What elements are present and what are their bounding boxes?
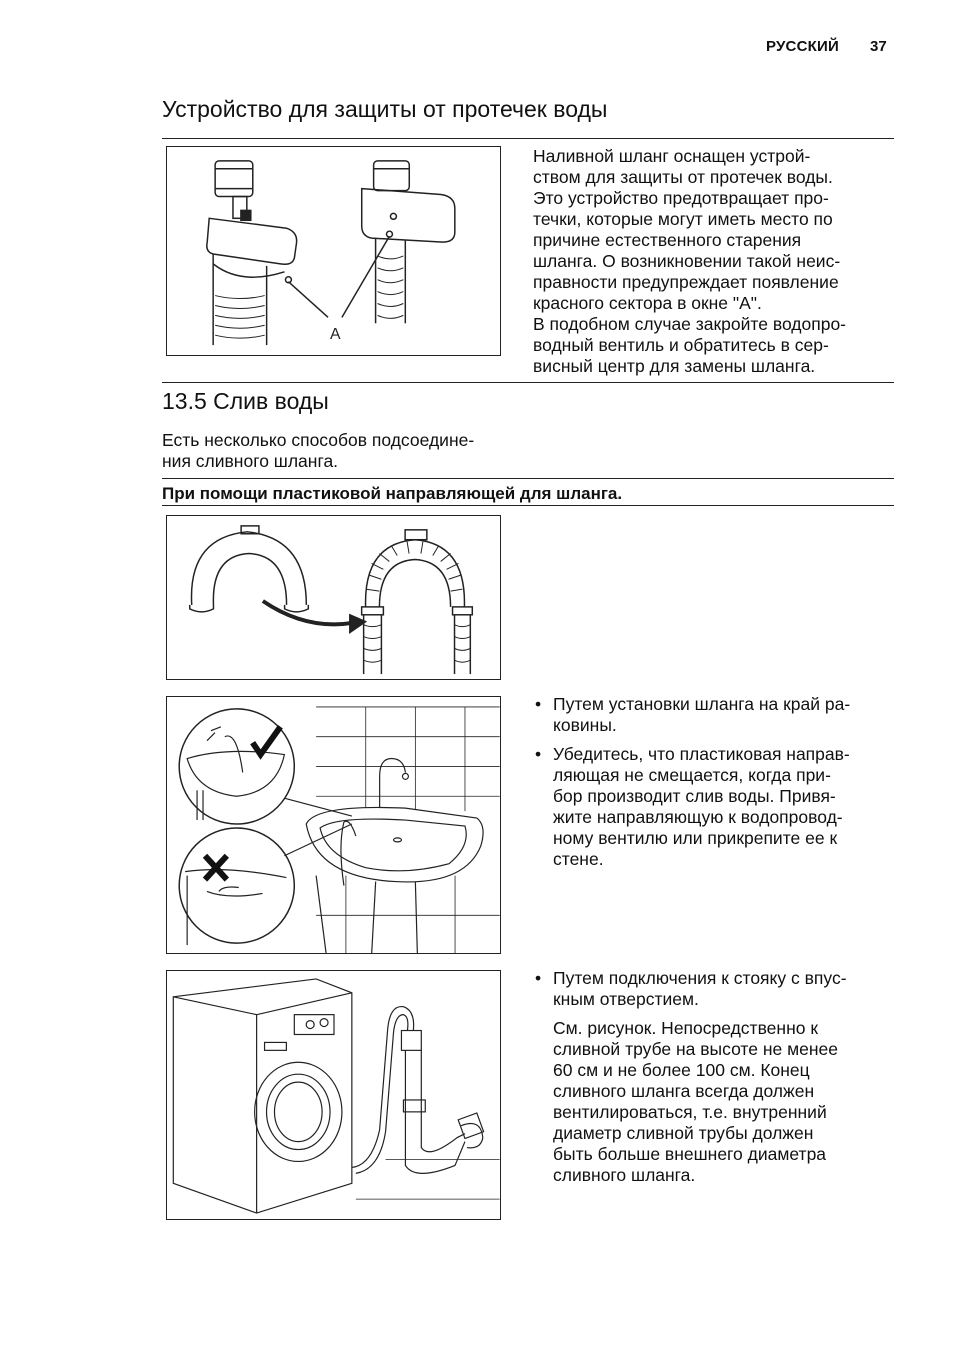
text-line: сливного шланга. (553, 1165, 696, 1185)
list-item (533, 694, 893, 736)
text-line: водный вентиль и обратитесь в сер- (533, 335, 829, 355)
list-item (533, 968, 893, 1010)
text-line: ковины. (553, 715, 617, 735)
text-line: Есть несколько способов подсоедине- (162, 430, 475, 450)
text-line: ния сливного шланга. (162, 451, 339, 471)
standpipe-illustration (167, 971, 500, 1219)
sink-instructions (533, 694, 893, 878)
standpipe-note (533, 1018, 893, 1186)
text-line: ством для защиты от протечек воды. (533, 167, 833, 187)
text-line: течки, которые могут иметь место по (533, 209, 833, 229)
drain-subheading: При помощи пластиковой направляющей для шланга. (162, 484, 623, 503)
figure-sink (166, 696, 501, 954)
protection-device-illustration (167, 147, 500, 355)
text-line: См. рисунок. Непосредственно к (553, 1018, 818, 1038)
text-line: Наливной шланг оснащен устрой- (533, 146, 811, 166)
text-line: сливного шланга всегда должен (553, 1081, 815, 1101)
text-line: • Путем подключения к стояку с впус- (553, 968, 847, 988)
section-title: Слив воды (213, 388, 329, 414)
text-line: красного сектора в окне "A". (533, 293, 762, 313)
text-line: быть больше внешнего диаметра (553, 1144, 827, 1164)
text-line: вентилироваться, т.е. внутренний (553, 1102, 827, 1122)
divider (162, 478, 894, 479)
page-number: 37 (870, 38, 887, 55)
text-line: жите направляющую к водопровод- (553, 807, 843, 827)
divider (162, 382, 894, 383)
text-line: диаметр сливной трубы должен (553, 1123, 814, 1143)
text-line: • Убедитесь, что пластиковая направ- (553, 744, 850, 764)
section-number: 13.5 (162, 388, 207, 414)
section-title-drain (162, 388, 329, 415)
divider (162, 138, 894, 139)
text-line: кным отверстием. (553, 989, 699, 1009)
text-line: причине естественного старения (533, 230, 802, 250)
text-line: ляющая не смещается, когда при- (553, 765, 831, 785)
header-language: РУССКИЙ (766, 38, 839, 55)
text-line: бор производит слив воды. Привя- (553, 786, 836, 806)
text-line: • Путем установки шланга на край ра- (553, 694, 851, 714)
figure-protection-device (166, 146, 501, 356)
text-line: Это устройство предотвращает про- (533, 188, 829, 208)
text-line: В подобном случае закройте водопро- (533, 314, 847, 334)
text-line: стене. (553, 849, 604, 869)
figure-label-a: A (330, 326, 341, 344)
figure-standpipe (166, 970, 501, 1220)
text-line: 60 см и не более 100 см. Конец (553, 1060, 810, 1080)
sink-illustration (167, 697, 500, 953)
hose-guide-illustration (167, 516, 500, 679)
text-line: ному вентилю или прикрепите ее к (553, 828, 838, 848)
figure-hose-guide (166, 515, 501, 680)
section-title-protection: Устройство для защиты от протечек воды (162, 96, 608, 122)
protection-description (533, 146, 893, 377)
drain-intro (162, 430, 512, 472)
text-line: сливной трубе на высоте не менее (553, 1039, 838, 1059)
standpipe-instructions (533, 968, 893, 1186)
text-line: висный центр для замены шланга. (533, 356, 816, 376)
text-line: шланга. О возникновении такой неис- (533, 251, 841, 271)
text-line: правности предупреждает появление (533, 272, 839, 292)
divider (162, 505, 894, 506)
list-item (533, 744, 893, 870)
